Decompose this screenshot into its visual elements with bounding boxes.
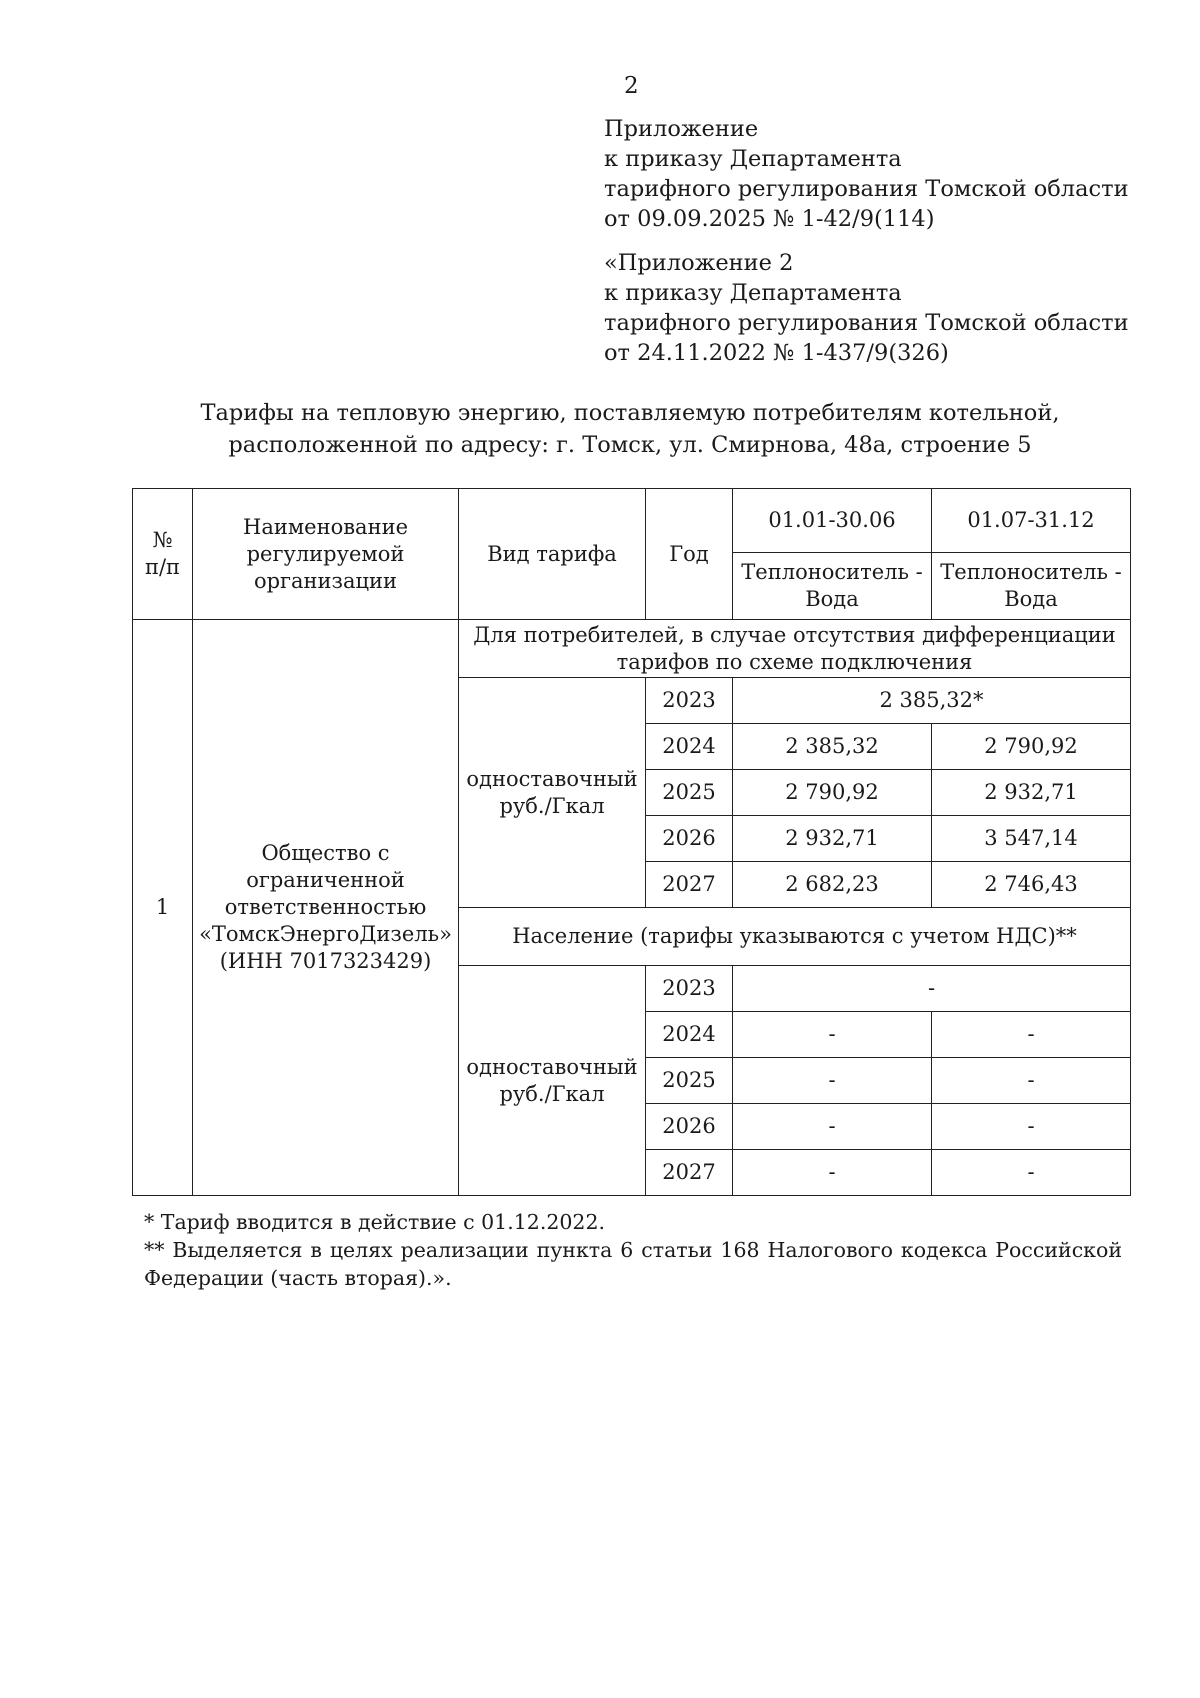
organization-name — [193, 620, 459, 1196]
header-organization: Наименование регулируемой организации — [193, 489, 459, 620]
year-cell: 2026 — [646, 1104, 733, 1150]
tariff-value: 2 385,32 — [733, 724, 932, 770]
tariff-value: - — [932, 1012, 1131, 1058]
year-cell: 2025 — [646, 1058, 733, 1104]
tariff-value: 3 547,14 — [932, 816, 1131, 862]
tariff-value: - — [733, 1104, 932, 1150]
org-line: ограниченной — [246, 868, 405, 892]
year-cell: 2023 — [646, 966, 733, 1012]
header-year: Год — [646, 489, 733, 620]
header-row — [133, 489, 1131, 553]
year-cell: 2025 — [646, 770, 733, 816]
tariff-value: - — [932, 1104, 1131, 1150]
year-cell: 2024 — [646, 1012, 733, 1058]
tariff-table — [132, 488, 1131, 1196]
year-cell: 2024 — [646, 724, 733, 770]
appendix-line: к приказу Департамента — [604, 146, 902, 172]
org-line: (ИНН 7017323429) — [219, 949, 432, 973]
org-line: Общество с — [261, 841, 390, 865]
header-tariff-type: Вид тарифа — [459, 489, 646, 620]
document-title — [130, 397, 1130, 461]
tariff-value: 2 932,71 — [733, 816, 932, 862]
title-line: Тарифы на тепловую энергию, поставляемую потребителям котельной, — [200, 400, 1060, 426]
page-number: 2 — [624, 73, 639, 99]
year-cell: 2026 — [646, 816, 733, 862]
tariff-type: одноставочный руб./Гкал — [459, 678, 646, 908]
footnotes — [144, 1208, 1122, 1292]
appendix-line: «Приложение 2 — [604, 250, 794, 276]
tariff-value: - — [733, 1058, 932, 1104]
appendix-line: Приложение — [604, 116, 759, 142]
year-cell: 2027 — [646, 1150, 733, 1196]
tariff-value: 2 790,92 — [932, 724, 1131, 770]
header-period-1: 01.01-30.06 — [733, 489, 932, 553]
appendix-line: от 24.11.2022 № 1-437/9(326) — [604, 340, 949, 366]
row-number: 1 — [133, 620, 193, 1196]
tariff-value: - — [932, 1150, 1131, 1196]
year-cell: 2023 — [646, 678, 733, 724]
tariff-value: 2 790,92 — [733, 770, 932, 816]
org-line: ответственностью — [224, 895, 427, 919]
tariff-value: - — [733, 966, 1131, 1012]
section-title: Население (тарифы указываются с учетом НДС)** — [459, 908, 1131, 966]
appendix-line: тарифного регулирования Томской области — [604, 310, 1129, 336]
appendix-line: к приказу Департамента — [604, 280, 902, 306]
tariff-value: - — [932, 1058, 1131, 1104]
appendix-original-header — [604, 248, 1129, 368]
tariff-value: 2 682,23 — [733, 862, 932, 908]
section-title: Для потребителей, в случае отсутствия дифференциации тарифов по схеме подключения — [459, 620, 1131, 678]
header-period-2: 01.07-31.12 — [932, 489, 1131, 553]
year-cell: 2027 — [646, 862, 733, 908]
appendix-line: тарифного регулирования Томской области — [604, 176, 1129, 202]
tariff-type: одноставочный руб./Гкал — [459, 966, 646, 1196]
tariff-value: 2 746,43 — [932, 862, 1131, 908]
section-row — [133, 620, 1131, 678]
footnote: * Тариф вводится в действие с 01.12.2022. — [144, 1210, 606, 1234]
appendix-line: от 09.09.2025 № 1-42/9(114) — [604, 206, 935, 232]
tariff-value: - — [733, 1150, 932, 1196]
footnote: ** Выделяется в целях реализации пункта 6 статьи 168 Налогового кодекса Российской Федерации (часть вторая).». — [144, 1238, 1122, 1290]
header-carrier-1: Теплоноситель - Вода — [733, 553, 932, 620]
appendix-header — [604, 114, 1129, 234]
org-line: «ТомскЭнергоДизель» — [199, 922, 452, 946]
tariff-value: 2 385,32* — [733, 678, 1131, 724]
tariff-value: - — [733, 1012, 932, 1058]
title-line: расположенной по адресу: г. Томск, ул. Смирнова, 48а, строение 5 — [228, 432, 1032, 458]
tariff-value: 2 932,71 — [932, 770, 1131, 816]
header-number: № п/п — [133, 489, 193, 620]
header-carrier-2: Теплоноситель - Вода — [932, 553, 1131, 620]
